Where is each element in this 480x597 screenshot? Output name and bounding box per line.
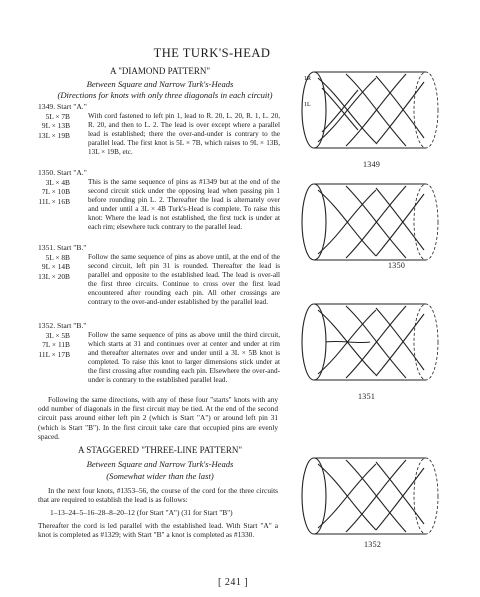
section-title-diamond: A "DIAMOND PATTERN" (109, 66, 211, 76)
knot-1350-description: This is the same sequence of pins as #1349 but at the end of the second circuit stick under the opposing lead when passing pin 1 before rounding pin L. 2. Thereafter the lead is alternately over and under until a 3L × 4B Turk's-Head is complete. To raise this knot: Where the lead is not established, the first tuck is under at each rim; elsewhere tuck contrary to the parallel lead. (88, 178, 280, 231)
knot-1350-heading: 1350. Start "A." (38, 168, 87, 177)
knot-1350-pins: 3L × 4B 7L × 10B 11L × 16B (38, 178, 70, 206)
knot-1352-description: Follow the same sequence of pins as above until the third circuit, which starts at 31 and continues over at center and under at rim and thereafter alternates over and under until a 3L × 5B knot is completed. To raise this knot to larger dimensions stick under at the first crossing after rounding each pin. Elsewhere the over-and-under is contrary to the established parallel lead. (88, 331, 280, 384)
section-title-staggered: A STAGGERED "THREE-LINE PATTERN" (77, 445, 243, 455)
section2-note: (Somewhat wider than the last) (106, 471, 214, 481)
figure-inner-label-1l: 1L (304, 102, 311, 108)
section2-intro: In the next four knots, #1353–56, the course of the cord for the three circuits that are required to establish the lead is as follows: (38, 486, 278, 505)
section2-subtitle: Between Square and Narrow Turk's-Heads (86, 459, 234, 469)
figure-label-1350: 1350 (388, 261, 406, 270)
knot-1349-drawing (296, 58, 446, 174)
knot-1350-drawing (296, 172, 446, 280)
knot-1352-heading: 1352. Start "B." (38, 321, 87, 330)
knot-1352-pins: 3L × 5B 7L × 11B 11L × 17B (38, 331, 70, 359)
section-directions-note: (Directions for knots with only three diagonals in each circuit) (57, 90, 273, 100)
closing-paragraph: Following the same directions, with any of these four "starts" knots with any odd number of diagonals in the first circuit may be tied. At the end of the second circuit pass around either left pin 2 (which is Start "A") or around left pin 31 (which is Start "B"). In the first circuit take care that occupied pins are evenly spaced. (38, 395, 278, 441)
knot-1351-pins: 5L × 8B 9L × 14B 13L × 20B (38, 253, 70, 281)
knot-1349-heading: 1349. Start "A." (38, 102, 87, 111)
knot-1352-drawing (296, 448, 446, 554)
figure-label-1349: 1349 (363, 160, 381, 169)
page-title: THE TURK'S-HEAD (153, 46, 271, 60)
figure-inner-label-1r: 1R (304, 76, 312, 82)
knot-1349-pins: 5L × 7B 9L × 13B 13L × 19B (38, 112, 70, 140)
knot-1351-drawing (296, 290, 446, 402)
section2-conclusion: Thereafter the cord is led parallel with the established lead. With Start "A" a knot is completed as #1329; with Start "B" a knot is completed as #1330. (38, 521, 278, 540)
figure-label-1351: 1351 (358, 392, 376, 401)
pin-sequence: 1–13–24–5–16–28–8–20–12 (for Start "A") (31 for Start "B") (50, 508, 233, 517)
knot-1351-description: Follow the same sequence of pins as above until, at the end of the second circuit, left pin 31 is rounded. Thereafter the lead is parallel and opposite to the established lead. The lead is over-all the first three circuits. Continue to cross over the first lead encountered after rounding each pin. All other crossings are contrary to the over-and-under established by the parallel lead. (88, 253, 280, 306)
knot-1349-description: With cord fastened to left pin 1, lead to R. 20, L. 20, R. 1, L. 20, R. 20, and then to L. 2. The lead is over except where a parallel lead is established; there the over-and-under is contrary to the parallel lead. The first knot is 5L × 7B, which raises to 9L × 13B, 13L × 19B, etc. (88, 112, 280, 156)
knot-1351-heading: 1351. Start "B." (38, 243, 87, 252)
section-subtitle: Between Square and Narrow Turk's-Heads (86, 79, 234, 89)
page-number: [ 241 ] (218, 577, 249, 588)
figure-label-1352: 1352 (364, 540, 382, 549)
